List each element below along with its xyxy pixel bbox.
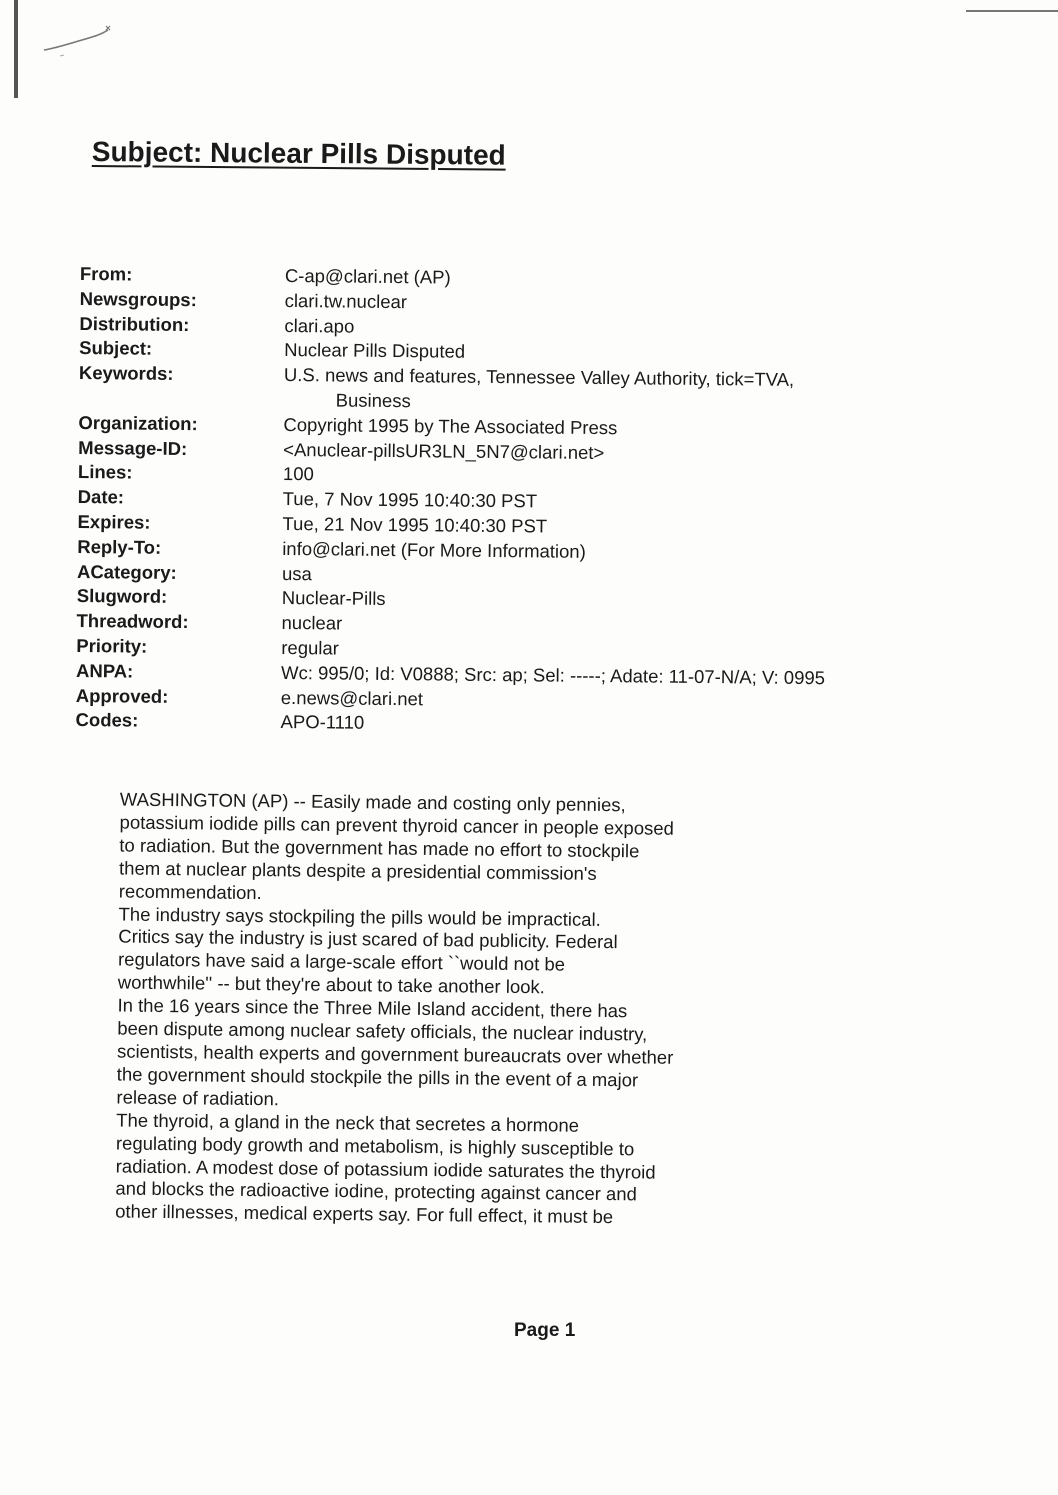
- paragraph-line: WASHINGTON (AP) -- Easily made and costing only pennies,: [119, 788, 626, 816]
- header-label: Distribution:: [79, 312, 190, 335]
- page-title: Subject: Nuclear Pills Disputed: [91, 136, 506, 171]
- header-value-text: regular: [281, 636, 340, 659]
- header-label: Priority:: [76, 634, 148, 657]
- header-row: [79, 361, 949, 419]
- paragraph-line: them at nuclear plants despite a presidential commission's: [118, 857, 597, 884]
- header-value-text: Tue, 7 Nov 1995 10:40:30 PST: [282, 488, 538, 512]
- header-label: Expires:: [77, 510, 151, 533]
- pen-scribble-mark: [42, 22, 122, 62]
- header-value-text: e.news@clari.net: [280, 686, 424, 709]
- header-value: [280, 710, 945, 741]
- header-value-text: nuclear: [281, 612, 343, 634]
- paragraph-line: radiation. A modest dose of potassium iodide saturates the thyroid: [115, 1154, 656, 1183]
- paragraph-line: In the 16 years since the Three Mile Island accident, there has: [117, 994, 628, 1022]
- header-value-text: usa: [281, 562, 312, 584]
- header-value-text: Nuclear-Pills: [281, 587, 386, 610]
- header-value-text: 100: [282, 463, 314, 485]
- paragraph-line: scientists, health experts and government bureaucrats over whether: [116, 1040, 674, 1068]
- paragraph-line: worthwhile'' -- but they're about to take another look.: [117, 971, 545, 998]
- header-label: ACategory:: [76, 560, 177, 583]
- header-label: Subject:: [79, 337, 153, 360]
- paragraph-line: potassium iodide pills can prevent thyroid cancer in people exposed: [119, 811, 675, 839]
- paragraph-line: and blocks the radioactive iodine, protecting against cancer and: [115, 1177, 637, 1205]
- scan-edge-mark: [14, 0, 18, 98]
- header-label: ANPA:: [75, 659, 134, 682]
- header-label: Organization:: [78, 411, 198, 434]
- header-label: Keywords:: [78, 362, 174, 385]
- header-value-text: <Anuclear-pillsUR3LN_5N7@clari.net>: [283, 438, 605, 463]
- top-rule-line: [966, 10, 1058, 12]
- article-paragraph: [75, 788, 736, 910]
- paragraph-line: other illnesses, medical experts say. For full effect, it must be: [115, 1200, 614, 1228]
- paragraph-line: Critics say the industry is just scared of bad publicity. Federal: [118, 925, 618, 953]
- header-value-text: U.S. news and features, Tennessee Valley Authority, tick=TVA,: [283, 364, 795, 391]
- header-value-text: clari.apo: [284, 314, 355, 337]
- header-value-text: Wc: 995/0; Id: V0888; Src: ap; Sel: -----; Adate: 11-07-N/A; V: 0995: [280, 661, 826, 688]
- header-value: [284, 363, 949, 419]
- header-value-text: Copyright 1995 by The Associated Press: [283, 413, 618, 438]
- header-label: Message-ID:: [78, 436, 188, 459]
- message-headers: [75, 262, 949, 741]
- paragraph-line: the government should stockpile the pills in the event of a major: [116, 1063, 639, 1091]
- header-value-text: info@clari.net (For More Information): [282, 537, 586, 562]
- header-label: Reply-To:: [77, 535, 162, 558]
- header-label: Slugword:: [76, 585, 168, 608]
- article-paragraph: [74, 903, 735, 1002]
- article-paragraph: [72, 994, 733, 1116]
- paragraph-line: release of radiation.: [116, 1086, 280, 1110]
- header-value-continuation: Business: [335, 389, 411, 412]
- page-number: Page 1: [514, 1320, 576, 1341]
- header-value-text: Nuclear Pills Disputed: [284, 339, 466, 363]
- paragraph-line: regulating body growth and metabolism, is highly susceptible to: [115, 1132, 635, 1159]
- paragraph-line: The thyroid, a gland in the neck that secretes a hormone: [116, 1109, 580, 1136]
- paragraph-line: been dispute among nuclear safety officials, the nuclear industry,: [117, 1017, 648, 1045]
- article-paragraph: [71, 1109, 732, 1231]
- header-label: From:: [79, 262, 133, 285]
- paragraph-line: to radiation. But the government has made no effort to stockpile: [119, 834, 640, 862]
- header-label: Approved:: [75, 684, 169, 707]
- header-label: Codes:: [75, 709, 139, 731]
- header-value-text: clari.tw.nuclear: [284, 289, 408, 312]
- header-label: Date:: [77, 486, 125, 508]
- paragraph-line: The industry says stockpiling the pills would be impractical.: [118, 903, 601, 930]
- header-label: Threadword:: [76, 610, 189, 633]
- header-value-text: Tue, 21 Nov 1995 10:40:30 PST: [282, 512, 548, 537]
- header-value-text: C-ap@clari.net (AP): [284, 264, 451, 288]
- paragraph-line: regulators have said a large-scale effort ``would not be: [117, 948, 566, 975]
- header-label: Newsgroups:: [79, 287, 197, 310]
- header-value-text: APO-1110: [280, 711, 365, 734]
- header-label: Lines:: [77, 461, 133, 483]
- article-body: [71, 788, 736, 1231]
- paragraph-line: recommendation.: [118, 880, 262, 903]
